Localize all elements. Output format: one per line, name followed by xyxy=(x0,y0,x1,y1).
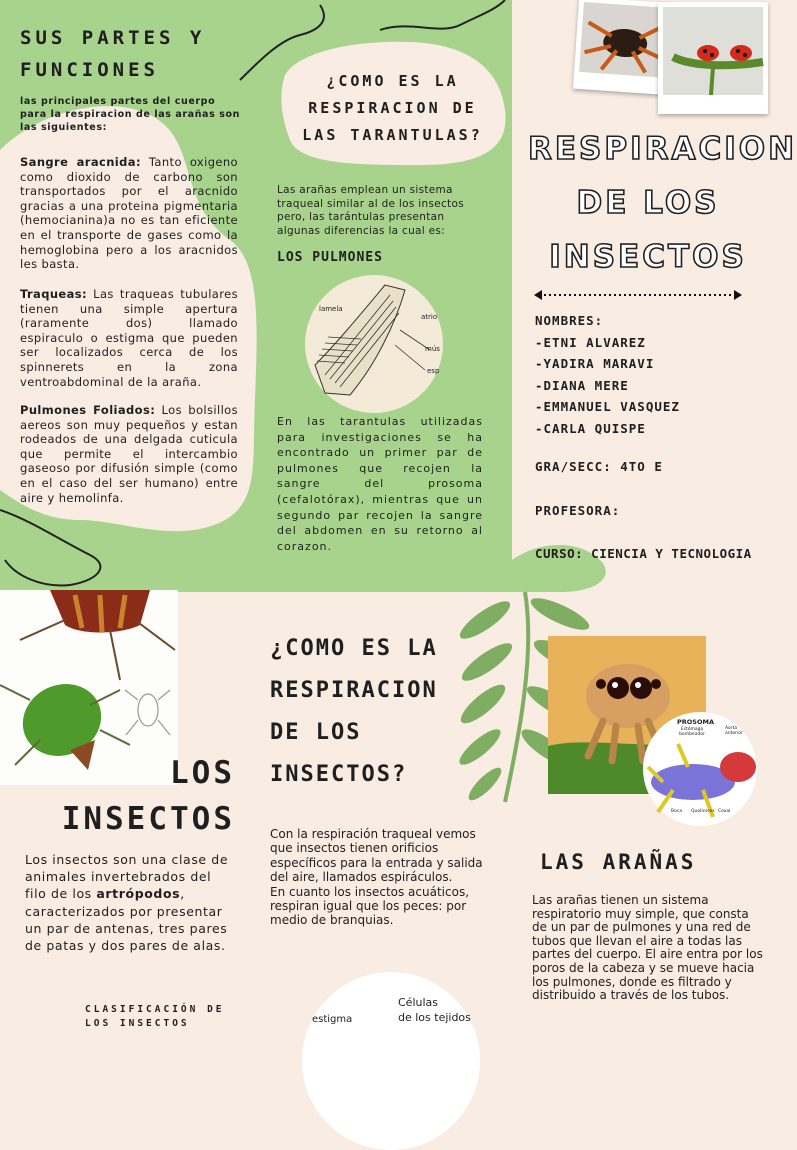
tarantulas-intro: Las arañas emplean un sistema traqueal similar al de los insectos pero, las tarántulas presentan algunas diferencias la cual es: xyxy=(277,184,464,237)
aranas-title: LAS ARAÑAS xyxy=(540,850,697,874)
photo-ladybugs xyxy=(658,2,768,114)
tarantulas-body: En las tarantulas utilizadas para investigaciones se ha encontrado un primer par de pulmones que recojen la sangre del prosoma (cefalotórax), mientras que un segundo par recojen la sangre del abdomen en su retorno al corazon. xyxy=(277,415,483,553)
label-estigma: estigma xyxy=(312,1014,353,1025)
term-pulmones: Pulmones Foliados: xyxy=(20,403,156,417)
label-mus: mús xyxy=(425,345,440,353)
question-line-3: LAS TARANTULAS? xyxy=(302,126,483,144)
respiracion-body-1: Con la respiración traqueal vemos que insectos tienen orificios específicos para la entrada y salida del aire, llamados espiráculos. xyxy=(270,827,483,885)
name-item: -ETNI ALVAREZ xyxy=(535,334,646,350)
cover-title-line-1: RESPIRACION xyxy=(528,131,797,167)
paragraph-traqueas xyxy=(20,287,238,389)
clasificacion-line-1: CLASIFICACIÓN DE xyxy=(85,1004,225,1015)
section-title-partes xyxy=(20,22,205,86)
clasificacion-title xyxy=(85,1003,225,1031)
name-item: -DIANA MERE xyxy=(535,377,629,393)
title-line-2: FUNCIONES xyxy=(20,59,159,81)
divider-arrow xyxy=(534,288,742,302)
clasificacion-line-2: LOS INSECTOS xyxy=(85,1018,190,1029)
course-line: CURSO: CIENCIA Y TECNOLOGIA xyxy=(535,546,752,561)
title-line-1: SUS PARTES Y xyxy=(20,27,206,49)
teacher-line: PROFESORA: xyxy=(535,503,621,518)
insectos-body xyxy=(25,851,235,954)
question-line-1: ¿COMO ES LA xyxy=(326,72,459,90)
label-boca: Boca xyxy=(671,809,683,814)
tarantulas-question xyxy=(285,68,500,149)
cover-title-line-3: INSECTOS xyxy=(549,239,747,275)
insectos-question-line-1: ¿COMO ES LA xyxy=(270,636,438,661)
insectos-title-line-2: INSECTOS xyxy=(61,801,235,837)
text-sangre: Tanto oxigeno como dioxido de carbono son transportados por el aracnido gracias a una proteina pigmentaria (hemocianina)a no es tan eficiente en el transporte de gases como la hemoglobina pero a los aracnidos les basta. xyxy=(20,155,238,272)
cover-title xyxy=(528,122,797,284)
insectos-body-a: Los insectos son una clase de animales invertebrados del filo de los xyxy=(25,852,229,902)
insectos-body-bold: artrópodos xyxy=(96,886,181,902)
insectos-question-line-3: DE LOS xyxy=(270,720,362,745)
label-coxal: Coxal xyxy=(718,809,731,814)
grade-line: GRA/SECC: 4TO E xyxy=(535,459,663,474)
paragraph-sangre xyxy=(20,155,238,272)
names-block xyxy=(535,310,680,439)
insectos-title-line-1: LOS xyxy=(170,755,235,791)
insectos-question xyxy=(270,628,470,796)
label-estomago: Estómago bombeador xyxy=(679,727,705,737)
lung-diagram xyxy=(305,275,443,413)
insectos-body-b: , caracterizados por presentar un par de antenas, tres pares de patas y dos pares de alas. xyxy=(25,886,228,954)
respiracion-body-2: En cuanto los insectos acuáticos, respiran igual que los peces: por medio de branquias. xyxy=(270,884,470,928)
label-aorta: Aorta anterior xyxy=(725,726,743,736)
name-item: -EMMANUEL VASQUEZ xyxy=(535,399,680,414)
label-queliceros: Quelíceros xyxy=(691,809,715,814)
term-traqueas: Traqueas: xyxy=(20,287,88,301)
insectos-title xyxy=(40,750,235,842)
spider-anatomy-diagram xyxy=(643,712,757,826)
partes-intro: las principales partes del cuerpo para la respiracion de las arañas son las siguientes: xyxy=(20,96,240,133)
aranas-body: Las arañas tienen un sistema respiratorio muy simple, que consta de un par de pulmones y una red de tubos que llevan el aire a todas las partes del cuerpo. El aire entra por los poros de la cabeza y se mueve hacia los pulmones, donde es filtrado y distribuido a través de los tubos. xyxy=(532,893,763,1003)
insectos-question-line-4: INSECTOS? xyxy=(270,762,408,787)
label-lamela: lamela xyxy=(319,305,343,313)
text-traqueas: Las traqueas tubulares tienen una simple apertura (raramente dos) llamado espiraculo o estigma que pueden ser localizados cerca de los spinnerets en la zona ventroabdominal de la araña. xyxy=(20,287,238,389)
respiracion-body xyxy=(270,827,498,928)
cover-title-line-2: DE LOS xyxy=(576,185,720,221)
question-line-2: RESPIRACION DE xyxy=(308,99,477,117)
term-sangre: Sangre aracnida: xyxy=(20,155,141,169)
pulmones-subtitle: LOS PULMONES xyxy=(277,250,383,265)
lung-diagram-drawing xyxy=(305,275,443,413)
name-item: -CARLA QUISPE xyxy=(535,420,646,436)
paragraph-pulmones xyxy=(20,403,238,505)
names-label: NOMBRES: xyxy=(535,313,604,328)
label-tejidos: de los tejidos xyxy=(398,1011,471,1024)
text-pulmones: Los bolsillos aereos son muy pequeños y estan rodeados de una delgada cuticula que permite el intercambio gaseoso por difusión simple (como en el caso del ser humano) entre aire y hemolinfa. xyxy=(20,403,238,505)
insectos-question-line-2: RESPIRACION xyxy=(270,678,438,703)
tracheal-diagram xyxy=(302,972,480,1150)
label-celulas: Células xyxy=(398,996,439,1009)
label-atrio: atrio xyxy=(421,313,438,321)
label-esp: esp xyxy=(427,367,440,375)
name-item: -YADIRA MARAVI xyxy=(535,356,655,371)
ladybug-icon xyxy=(663,7,763,95)
label-prosoma: PROSOMA xyxy=(677,718,715,726)
